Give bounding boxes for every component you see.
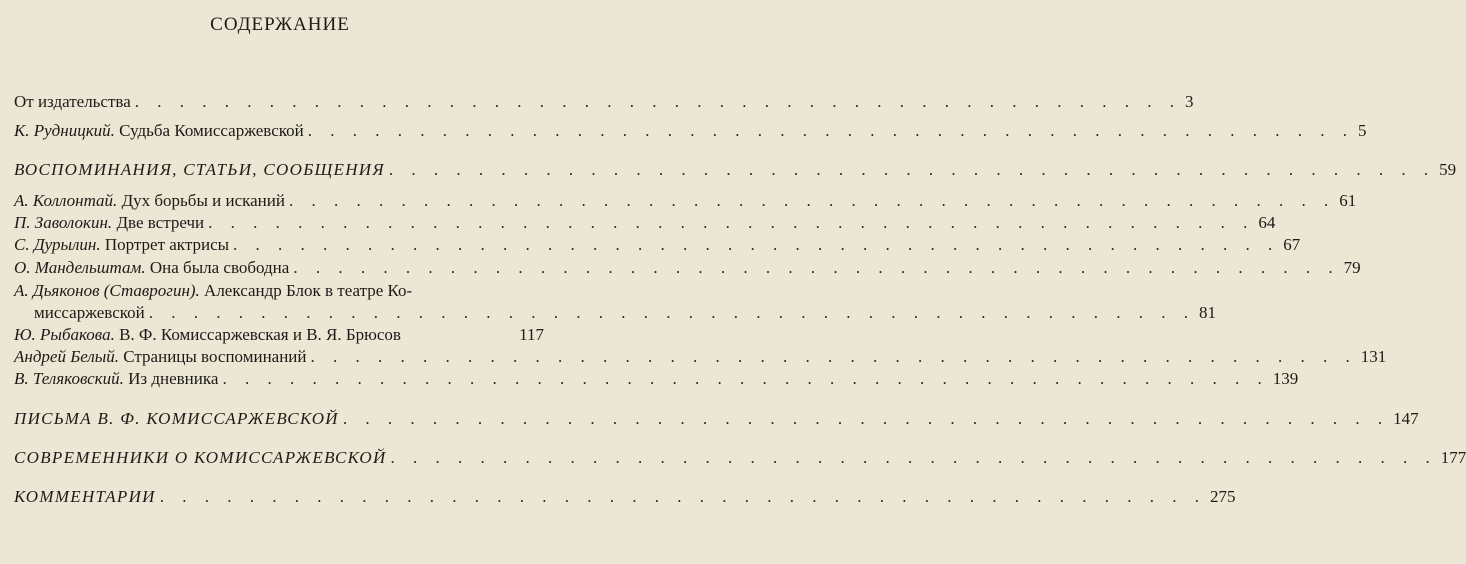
page-number: 131 [1360,347,1387,366]
page-number: 177 [1440,448,1466,467]
entry-author: А. Коллонтай. [14,191,118,210]
dot-leader: . . . . . . . . . . . . . . . . . . . . . . . . . . . . . . . . . . . . . . . . . . . . . . . [159,487,1207,506]
toc-entry [14,258,1361,280]
dot-leader: . . . . . . . . . . . . . . . . . . . . . . . . . . . . . . . . . . . . . . . . . . . . . . . [293,258,1340,277]
entry-author: А. Дьяконов (Ставрогин). [14,281,200,300]
entry-title-continuation: миссаржевской [34,303,145,322]
entry-author: Ю. Рыбакова. [14,325,115,344]
toc-entry [14,347,1387,369]
page-number: 3 [1185,92,1194,111]
entry-title: Судьба Комиссаржевской [119,121,304,140]
dot-leader: . . . . . . . . . . . . . . . . . . . . . . . . . . . . . . . . . . . . . . . . . . . . . . . [342,409,1390,428]
toc-section-contemporaries [14,448,1466,470]
dot-leader: . . . . . . . . . . . . . . . . . . . . . . . . . . . . . . . . . . . . . . . . . . . . . . . [208,213,1255,232]
page-title: СОДЕРЖАНИЕ [210,14,350,35]
toc-section-letters [14,409,1419,431]
section-title: СОВРЕМЕННИКИ О КОМИССАРЖЕВСКОЙ [14,448,387,467]
toc-section-comments [14,487,1236,509]
toc-section-memoirs [14,160,1457,182]
page-number: 117 [519,325,544,344]
entry-title: Она была свободна [149,258,290,277]
page-number: 5 [1358,121,1367,140]
section-title: КОММЕНТАРИИ [14,487,156,506]
entry-title: В. Ф. Комиссаржевская и В. Я. Брюсов [119,325,401,344]
dot-leader: . . . . . . . . . . . . . . . . . . . . . . . . . . . . . . . . . . . . . . . . . . . . . . . [288,191,1336,210]
page-number: 81 [1198,303,1216,322]
toc-entry [14,281,544,303]
toc-entry-publisher [14,92,1194,114]
entry-title: Из дневника [128,369,219,388]
toc-entry [14,325,544,347]
entry-title: От издательства [14,92,131,111]
entry-title: Две встречи [116,213,205,232]
entry-author: П. Заволокин. [14,213,113,232]
page-number: 147 [1393,409,1419,428]
page-number: 139 [1272,369,1299,388]
dot-leader: . . . . . . . . . . . . . . . . . . . . . . . . . . . . . . . . . . . . . . . . . . . . . . . [390,448,1437,467]
section-title: ВОСПОМИНАНИЯ, СТАТЬИ, СООБЩЕНИЯ [14,160,385,179]
dot-leader: . . . . . . . . . . . . . . . . . . . . . . . . . . . . . . . . . . . . . . . . . . . . . . . [307,121,1354,140]
toc-entry [14,369,1299,391]
toc-entry [14,235,1301,257]
dot-leader: . . . . . . . . . . . . . . . . . . . . . . . . . . . . . . . . . . . . . . . . . . . . . . . [233,235,1280,254]
page-number: 79 [1343,258,1361,277]
page-number: 67 [1283,235,1301,254]
page-number: 61 [1339,191,1357,210]
entry-author: Андрей Белый. [14,347,120,366]
toc-entry [14,213,1276,235]
section-title: ПИСЬМА В. Ф. КОМИССАРЖЕВСКОЙ [14,409,339,428]
entry-title: Страницы воспоминаний [123,347,307,366]
entry-author: С. Дурылин. [14,235,101,254]
dot-leader: . . . . . . . . . . . . . . . . . . . . . . . . . . . . . . . . . . . . . . . . . . . . . . . [134,92,1182,111]
entry-title: Александр Блок в театре Ко- [204,281,413,300]
page-number: 59 [1439,160,1457,179]
dot-leader: . . . . . . . . . . . . . . . . . . . . . . . . . . . . . . . . . . . . . . . . . . . . . . . [310,347,1357,366]
entry-title: Дух борьбы и исканий [121,191,285,210]
dot-leader: . . . . . . . . . . . . . . . . . . . . . . . . . . . . . . . . . . . . . . . . . . . . . . . [222,369,1269,388]
entry-author: К. Рудницкий. [14,121,115,140]
toc-entry-rudnitsky [14,121,1367,143]
dot-leader: . . . . . . . . . . . . . . . . . . . . . . . . . . . . . . . . . . . . . . . . . . . . . . . [388,160,1436,179]
entry-title: Портрет актрисы [104,235,230,254]
entry-author: О. Мандельштам. [14,258,146,277]
page-number: 64 [1258,213,1276,232]
page-number: 275 [1210,487,1236,506]
toc-entry-continuation [14,303,1216,325]
toc-entry [14,191,1357,213]
entry-author: В. Теляковский. [14,369,124,388]
dot-leader: . . . . . . . . . . . . . . . . . . . . . . . . . . . . . . . . . . . . . . . . . . . . . . . [148,303,1195,322]
